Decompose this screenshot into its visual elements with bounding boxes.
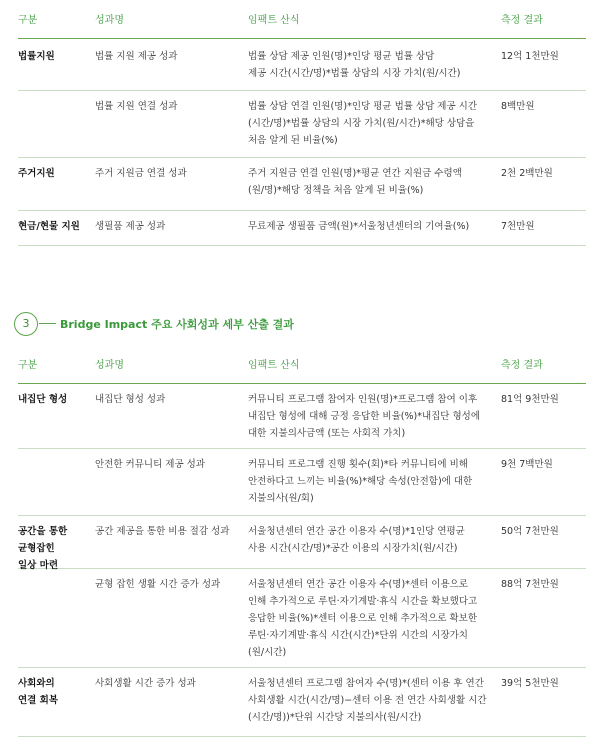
formula-line: 인해 추가적으로 루틴·자기계발·휴식 시간을 확보했다고 [248, 596, 478, 607]
formula-line: 응답한 비율(%)*센터 이용으로 인해 추가적으로 확보한 [248, 613, 478, 624]
outcome-name: 사회생활 시간 증가 성과 [95, 678, 196, 689]
outcome-name: 법률 지원 제공 성과 [95, 51, 178, 62]
category-label: 균형잡힌 [18, 543, 55, 554]
header-category: 구분 [18, 360, 38, 371]
formula-line: 지불의사(원/회) [248, 493, 314, 504]
formula-line: (시간/명)*법률 상담의 시장 가치(원/시간)*해당 상담을 [248, 118, 475, 129]
formula-line: 제공 시간(시간/명)*법률 상담의 시장 가치(원/시간) [248, 68, 461, 79]
result-value: 8백만원 [501, 101, 535, 112]
formula-line: 서울청년센터 프로그램 참여자 수(명)*(센터 이용 후 연간 [248, 678, 484, 689]
formula-line: 안전하다고 느끼는 비율(%)*해당 속성(안전함)에 대한 [248, 476, 473, 487]
header-formula: 임팩트 산식 [248, 15, 300, 26]
formula-line: 무료제공 생필품 금액(원)*서울청년센터의 기여율(%) [248, 221, 470, 232]
table-row [18, 211, 586, 246]
section-connector-line [39, 323, 56, 324]
result-value: 50억 7천만원 [501, 526, 559, 537]
category-label: 주거지원 [18, 168, 55, 179]
table-2-header [18, 349, 586, 384]
formula-line: 대한 지불의사금액 (또는 사회적 가치) [248, 428, 406, 439]
header-result: 측정 결과 [501, 360, 543, 371]
header-category: 구분 [18, 15, 38, 26]
table-row [18, 384, 586, 449]
outcome-name: 안전한 커뮤니티 제공 성과 [95, 459, 206, 470]
table-row [18, 158, 586, 211]
category-label: 현금/현물 지원 [18, 221, 80, 232]
formula-line: 커뮤니티 프로그램 진행 횟수(회)*타 커뮤니티에 비해 [248, 459, 468, 470]
table-row [18, 569, 586, 668]
result-value: 7천만원 [501, 221, 535, 232]
outcome-name: 생필품 제공 성과 [95, 221, 166, 232]
outcome-name: 법률 지원 연결 성과 [95, 101, 178, 112]
formula-line: 내집단 형성에 대해 긍정 응답한 비율(%)*내집단 형성에 [248, 411, 481, 422]
formula-line: (원/명)*해당 정책을 처음 알게 된 비율(%) [248, 185, 424, 196]
table-row [18, 91, 586, 158]
formula-line: 법률 상담 연결 인원(명)*인당 평균 법률 상담 제공 시간 [248, 101, 478, 112]
section-title: Bridge Impact 주요 사회성과 세부 산출 결과 [60, 318, 294, 331]
table-row [18, 516, 586, 569]
formula-line: 주거 지원금 연결 인원(명)*평균 연간 지원금 수령액 [248, 168, 462, 179]
table-row [18, 668, 586, 737]
table-1-header [18, 4, 586, 39]
formula-line: (시간/명))*단위 시간당 지불의사(원/시간) [248, 712, 422, 723]
result-value: 81억 9천만원 [501, 394, 559, 405]
result-value: 39억 5천만원 [501, 678, 559, 689]
outcome-name: 공간 제공을 통한 비용 절감 성과 [95, 526, 230, 537]
header-formula: 임팩트 산식 [248, 360, 300, 371]
category-label: 일상 마련 [18, 560, 59, 571]
header-result: 측정 결과 [501, 15, 543, 26]
formula-line: 사용 시간(시간/명)*공간 이용의 시장가치(원/시간) [248, 543, 458, 554]
table-row [18, 39, 586, 91]
formula-line: (원/시간) [248, 647, 287, 658]
header-name: 성과명 [95, 360, 124, 371]
outcome-name: 균형 잡힌 생활 시간 증가 성과 [95, 579, 221, 590]
result-value: 9천 7백만원 [501, 459, 553, 470]
category-label: 공간을 통한 [18, 526, 68, 537]
result-value: 88억 7천만원 [501, 579, 559, 590]
category-label: 법률지원 [18, 51, 55, 62]
formula-line: 루틴·자기계발·휴식 시간(시간)*단위 시간의 시장가치 [248, 630, 468, 641]
table-row [18, 449, 586, 516]
section-number-badge: 3 [14, 312, 38, 336]
category-label: 사회와의 [18, 678, 55, 689]
category-label: 내집단 형성 [18, 394, 68, 405]
outcome-name: 내집단 형성 성과 [95, 394, 166, 405]
result-value: 2천 2백만원 [501, 168, 553, 179]
formula-line: 서울청년센터 연간 공간 이용자 수(명)*센터 이용으로 [248, 579, 468, 590]
formula-line: 커뮤니티 프로그램 참여자 인원(명)*프로그램 참여 이후 [248, 394, 478, 405]
header-name: 성과명 [95, 15, 124, 26]
formula-line: 법률 상담 제공 인원(명)*인당 평균 법률 상담 [248, 51, 435, 62]
formula-line: 서울청년센터 연간 공간 이용자 수(명)*1인당 연평균 [248, 526, 465, 537]
category-label: 연결 회복 [18, 695, 59, 706]
formula-line: 사회생활 시간(시간/명)−센터 이용 전 연간 사회생활 시간 [248, 695, 487, 706]
table-2 [18, 349, 586, 737]
result-value: 12억 1천만원 [501, 51, 559, 62]
outcome-name: 주거 지원금 연결 성과 [95, 168, 187, 179]
table-1 [18, 4, 586, 246]
formula-line: 처음 알게 된 비율(%) [248, 135, 338, 146]
